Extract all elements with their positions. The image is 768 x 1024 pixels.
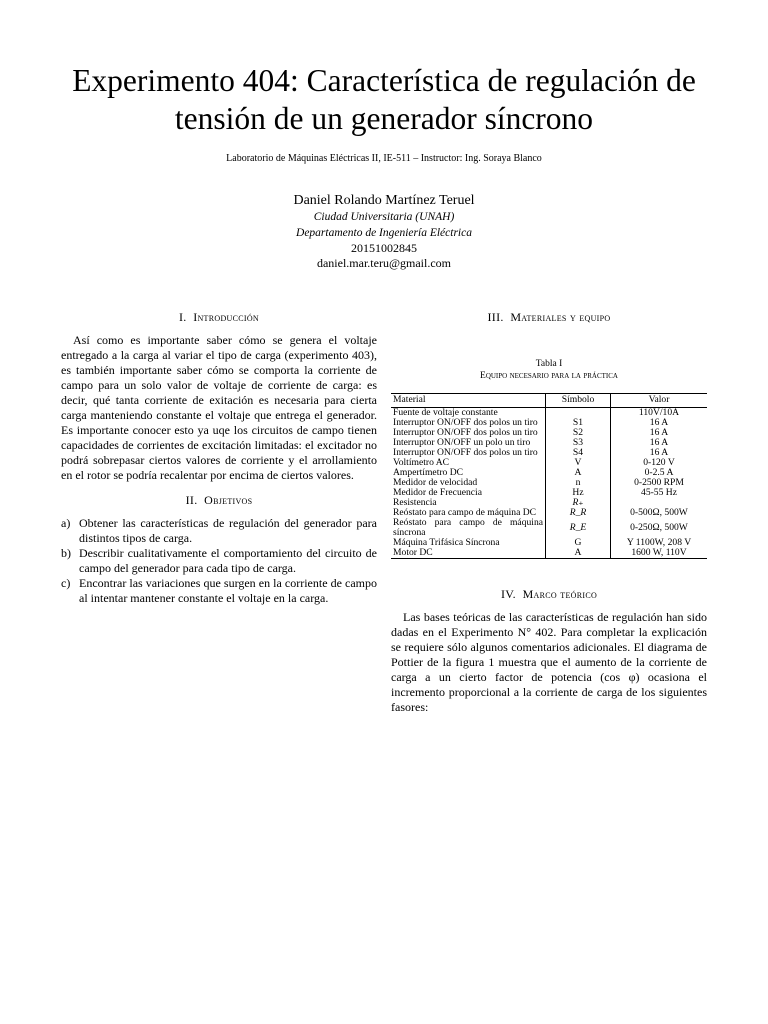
cell-symbol: R₊ — [546, 498, 611, 508]
section-number: II. — [185, 493, 198, 507]
table-row — [391, 488, 707, 498]
cell-value: 1600 W, 110V — [611, 548, 708, 559]
left-column — [61, 310, 377, 606]
paper-title: Experimento 404: Característica de regulación de tensión de un generador síncrono — [72, 63, 696, 136]
table-caption: Tabla I — [535, 359, 563, 369]
cell-material: Máquina Trifásica Síncrona — [393, 537, 500, 548]
cell-material: Fuente de voltaje constante — [393, 407, 498, 418]
cell-material: Reóstato para campo de máquina DC — [393, 507, 537, 518]
section-number: III. — [487, 310, 504, 324]
cell-material: Interruptor ON/OFF dos polos un tiro — [393, 427, 538, 438]
cell-value: 0-120 V — [643, 457, 675, 468]
cell-value: Y 1100W, 208 V — [626, 537, 692, 548]
objectives-list — [61, 516, 377, 606]
cell-value: 0-250Ω, 500W — [630, 522, 688, 533]
list-marker: a) — [61, 516, 71, 530]
cell-material: Interruptor ON/OFF un polo un tiro — [393, 437, 531, 448]
table-title: Equipo necesario para la práctica — [480, 371, 618, 381]
cell-symbol: R_E — [546, 518, 611, 538]
list-item — [61, 546, 377, 576]
table-row — [391, 518, 707, 538]
list-item — [61, 576, 377, 606]
cell-value: 0-500Ω, 500W — [630, 507, 688, 518]
list-item-text: Obtener las características de regulación del generador para distintos tipos de carga. — [79, 516, 377, 545]
cell-material: Ampertímetro DC — [393, 467, 464, 478]
cell-value: 45-55 Hz — [641, 487, 677, 498]
cell-symbol: S4 — [546, 448, 611, 458]
table-header-row — [391, 394, 707, 408]
list-item — [61, 516, 377, 546]
author-student-id: 20151002845 — [351, 241, 417, 255]
course-line: Laboratorio de Máquinas Eléctricas II, IE-511 – Instructor: Ing. Soraya Blanco — [226, 153, 542, 164]
section-title: Objetivos — [204, 493, 253, 507]
table-row — [391, 548, 707, 559]
cell-material: Resistencia — [393, 497, 437, 508]
author-institution: Ciudad Universitaria (UNAH) — [313, 211, 455, 223]
column-header-material: Material — [391, 394, 546, 408]
column-header-symbol: Símbolo — [546, 394, 611, 408]
cell-symbol: S3 — [546, 438, 611, 448]
section-title: Introducción — [193, 310, 260, 324]
section-heading-introduction — [61, 310, 377, 325]
list-marker: c) — [61, 576, 71, 590]
introduction-paragraph: Así como es importante saber cómo se genera el voltaje entregado a la carga al variar el tipo de carga (experimento 403), es también importante saber cómo se comporta la corriente de campo para un solo valor de voltaje de corriente de carga: es decir, qué tanta corriente de exitación es necesaria para cierta carga manteniendo constante el voltaje que entrega el generador. Es importante conocer esto ya uqe los circuitos de campo tienen capacidades de corrientes de excitación limitadas: el excitador no podrá sobrepasar ciertos valores de corriente y el arrollamiento en el rotor se podría recalentar por encima de ciertos valores. — [61, 333, 377, 482]
list-item-text: Describir cualitativamente el comportamiento del circuito de campo del generador para cada tipo de carga. — [79, 546, 377, 575]
cell-symbol: n — [546, 478, 611, 488]
section-number: I. — [178, 310, 187, 324]
cell-symbol: Hz — [546, 488, 611, 498]
cell-symbol: V — [546, 458, 611, 468]
cell-symbol: R_R — [546, 508, 611, 518]
cell-value: 16 A — [649, 437, 669, 448]
author-email: daniel.mar.teru@gmail.com — [316, 256, 451, 270]
author-name: Daniel Rolando Martínez Teruel — [293, 193, 475, 208]
cell-material: Medidor de Frecuencia — [393, 487, 482, 498]
equipment-table — [391, 393, 707, 559]
cell-material: Medidor de velocidad — [393, 477, 478, 488]
cell-material: Interruptor ON/OFF dos polos un tiro — [393, 417, 538, 428]
cell-value: 110V/10A — [638, 407, 680, 418]
list-item-text: Encontrar las variaciones que surgen en la corriente de campo al intentar mantener constante el voltaje en la carga. — [79, 576, 377, 605]
cell-value: 0-2.5 A — [644, 467, 674, 478]
cell-symbol: S1 — [546, 418, 611, 428]
author-department: Departamento de Ingeniería Eléctrica — [296, 227, 472, 239]
list-marker: b) — [61, 546, 71, 560]
author-block — [40, 192, 728, 271]
right-column — [391, 310, 707, 715]
cell-symbol: A — [546, 548, 611, 559]
cell-symbol: G — [546, 538, 611, 548]
cell-symbol: A — [546, 468, 611, 478]
theory-paragraph: Las bases teóricas de las características de regulación han sido dadas en el Experimento N° 402. Para completar la explicación se requiere sólo algunos comentarios adicionales. El diagrama de Pottier de la figura 1 muestra que el aumento de la corriente de carga a un cierto factor de potencia (cos φ) ocasiona el incremento proporcional a la corriente de carga de los siguientes fasores: — [391, 610, 707, 714]
column-header-value: Valor — [611, 394, 708, 408]
section-heading-materials — [391, 310, 707, 325]
section-number: IV. — [500, 587, 516, 601]
cell-value: 16 A — [649, 447, 669, 458]
cell-material: Interruptor ON/OFF dos polos un tiro — [393, 447, 538, 458]
section-heading-theory — [391, 587, 707, 602]
section-title: Materiales y equipo — [510, 310, 611, 324]
section-heading-objectives — [61, 493, 377, 508]
cell-material: Motor DC — [391, 548, 546, 559]
cell-material: Voltímetro AC — [393, 457, 450, 468]
cell-value: 16 A — [649, 417, 669, 428]
cell-value: 16 A — [649, 427, 669, 438]
section-title: Marco teórico — [522, 587, 598, 601]
cell-value: 0-2500 RPM — [634, 477, 684, 488]
cell-material: Reóstato para campo de máquina síncrona — [393, 517, 543, 538]
cell-symbol: S2 — [546, 428, 611, 438]
